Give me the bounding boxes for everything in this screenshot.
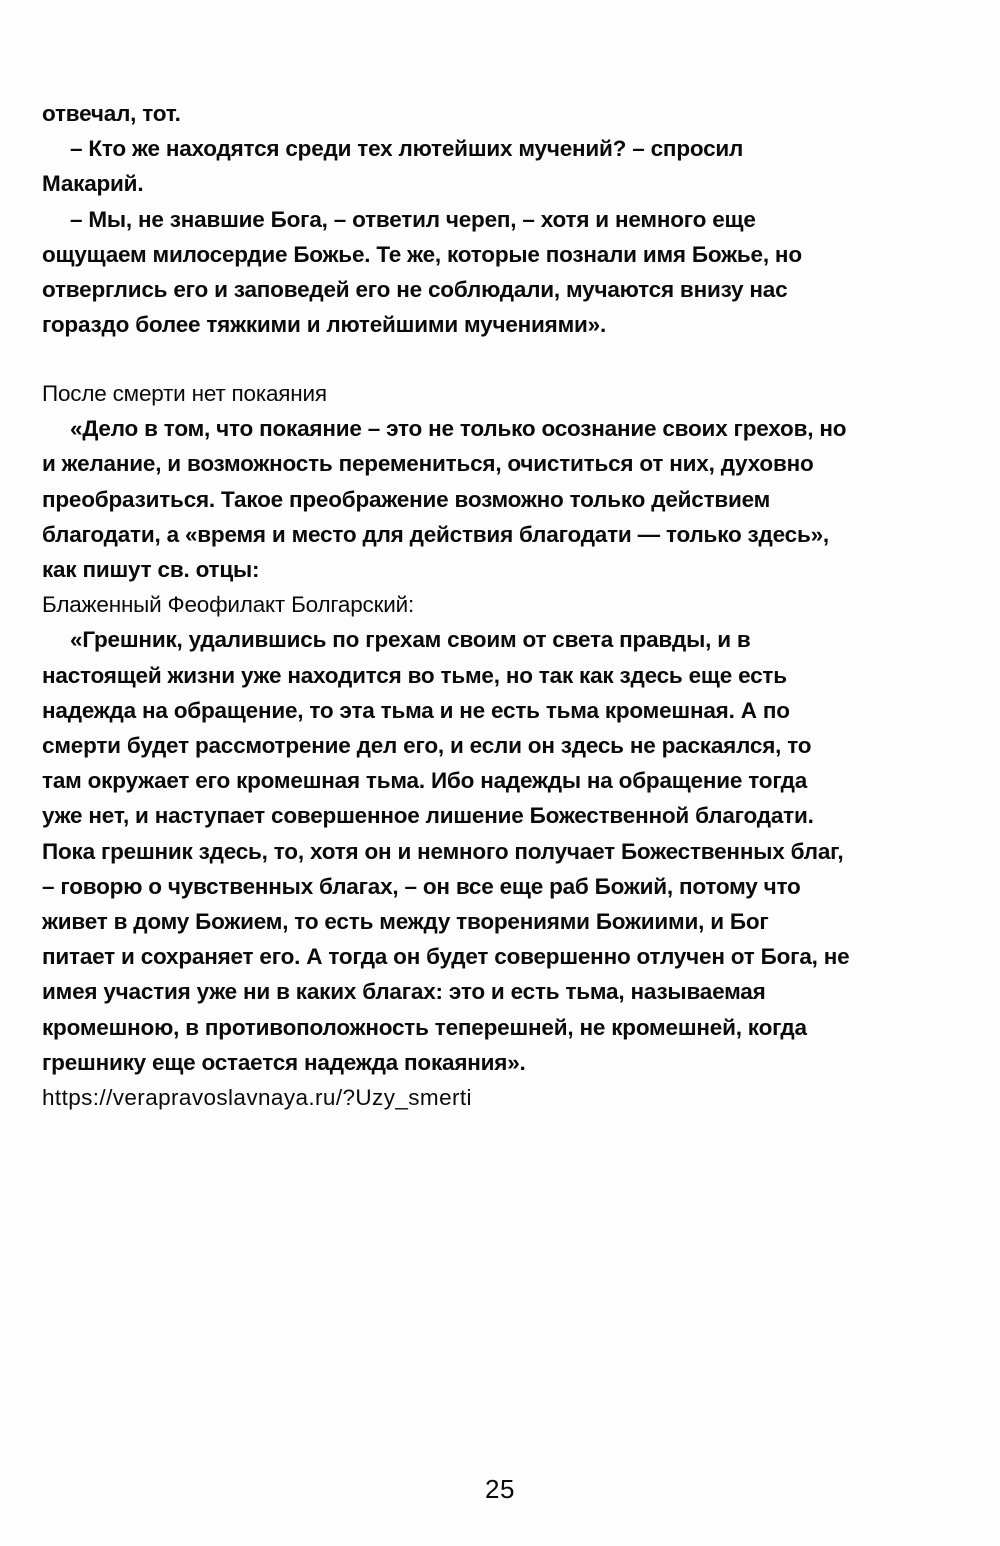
section-heading: После смерти нет покаяния — [42, 381, 327, 406]
text-line: отвечал, тот. — [42, 101, 181, 126]
text-line: «Дело в том, что покаяние – это не только осознание своих грехов, но — [70, 416, 847, 442]
text-line: Макарий. — [42, 171, 144, 197]
text-line: «Грешник, удалившись по грехам своим от света правды, и в — [70, 627, 751, 653]
text-line: – Мы, не знавшие Бога, – ответил череп, – хотя и немного еще — [70, 206, 756, 232]
text-line: кромешною, в противоположность теперешней, не кромешней, когда — [42, 1014, 807, 1040]
text-line: – Кто же находятся среди тех лютейших мучений? – спросил — [70, 136, 744, 162]
top-text-block — [42, 96, 942, 342]
text-line: как пишут св. отцы: — [42, 557, 260, 583]
text-line: смерти будет рассмотрение дел его, и если он здесь не раскаялся, то — [42, 733, 812, 759]
page-number: 25 — [485, 1474, 515, 1504]
source-link[interactable]: https://verapravoslavnaya.ru/?Uzy_smerti — [42, 1085, 472, 1111]
text-line: уже нет, и наступает совершенное лишение Божественной благодати. — [42, 803, 814, 829]
attribution: Блаженный Феофилакт Болгарский: — [42, 592, 415, 618]
text-line: имея участия уже ни в каких благах: это и есть тьма, называемая — [42, 979, 766, 1005]
text-line: гораздо более тяжкими и лютейшими мучениями». — [42, 312, 607, 338]
text-line: ощущаем милосердие Божье. Те же, которые познали имя Божье, но — [42, 241, 802, 267]
text-line: благодати, а «время и место для действия благодати — только здесь», — [42, 521, 829, 547]
text-line: надежда на обращение, то эта тьма и не есть тьма кромешная. А по — [42, 697, 790, 723]
text-line: преобразиться. Такое преображение возможно только действием — [42, 486, 771, 512]
text-line: Пока грешник здесь, то, хотя он и немного получает Божественных благ, — [42, 838, 844, 864]
text-line: настоящей жизни уже находится во тьме, но так как здесь еще есть — [42, 662, 787, 688]
text-line: и желание, и возможность перемениться, очиститься от них, духовно — [42, 451, 814, 477]
text-line: – говорю о чувственных благах, – он все еще раб Божий, потому что — [42, 873, 801, 899]
text-line: живет в дому Божием, то есть между творениями Божиими, и Бог — [42, 909, 769, 935]
text-line: питает и сохраняет его. А тогда он будет совершенно отлучен от Бога, не — [42, 944, 850, 970]
text-line: там окружает его кромешная тьма. Ибо надежды на обращение тогда — [42, 768, 808, 794]
text-line: грешнику еще остается надежда покаяния». — [42, 1049, 526, 1075]
text-line: отверглись его и заповедей его не соблюдали, мучаются внизу нас — [42, 277, 788, 303]
section-block — [42, 376, 942, 1115]
